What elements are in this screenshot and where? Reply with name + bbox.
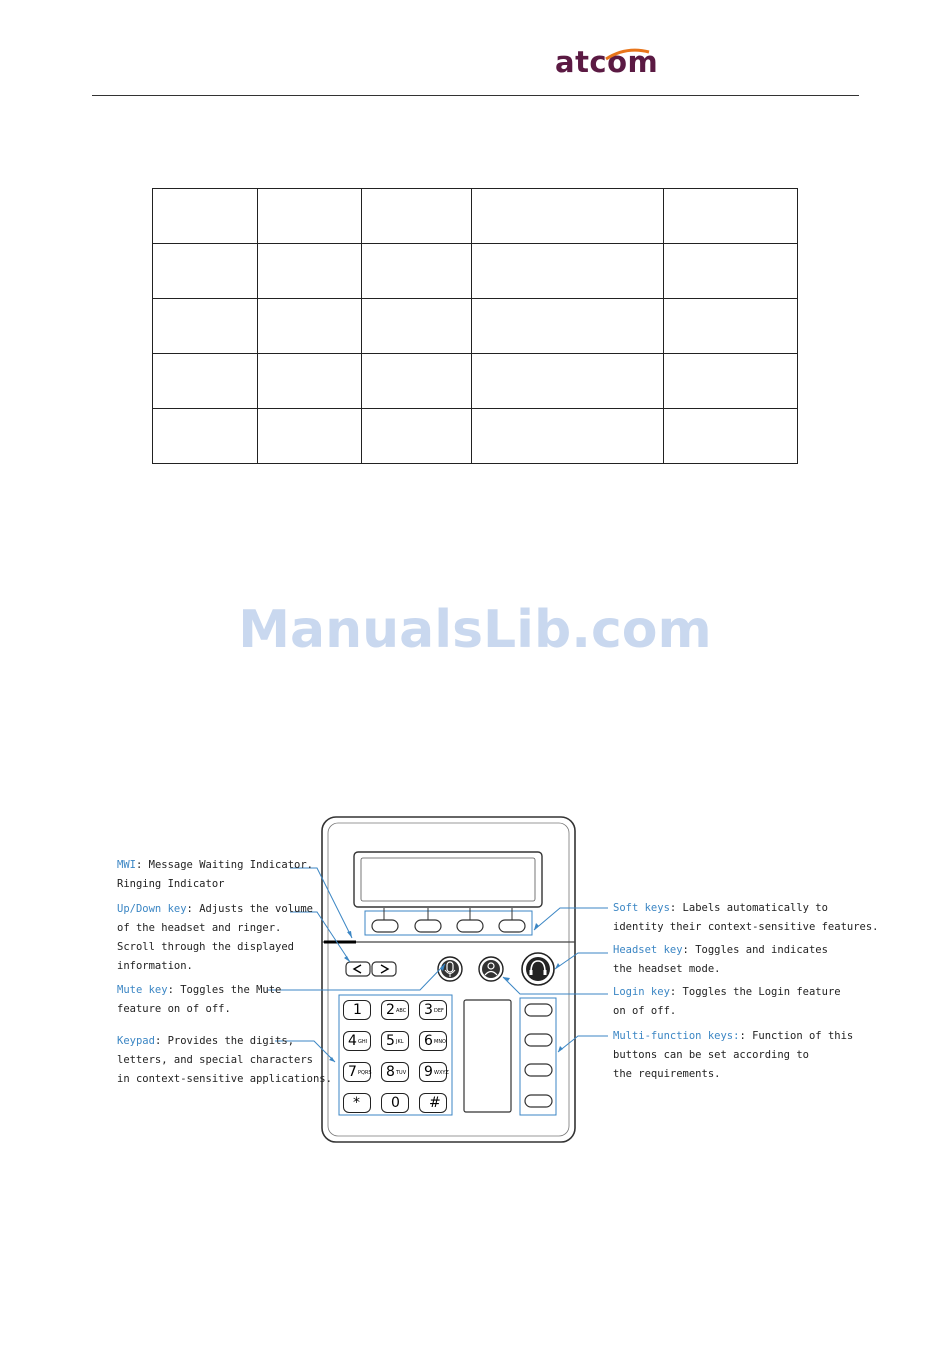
table-cell — [362, 354, 472, 409]
table-cell — [472, 299, 664, 354]
table-cell — [153, 189, 258, 244]
table-cell — [664, 299, 798, 354]
annotation-key: Up/Down key — [117, 903, 187, 915]
table-cell — [362, 189, 472, 244]
keypad-digit: 5 — [386, 1033, 395, 1049]
phone-diagram — [0, 800, 950, 1160]
logo-swoosh-icon — [601, 46, 651, 62]
keypad-letters: JKL — [396, 1039, 404, 1045]
keypad-key-6[interactable] — [419, 1031, 447, 1051]
table-cell — [664, 244, 798, 299]
keypad-letters: GHI — [358, 1039, 368, 1045]
table-cell — [153, 354, 258, 409]
keypad-digit: 4 — [348, 1033, 357, 1049]
keypad-digit: 3 — [424, 1002, 433, 1018]
annotation-key: Multi-function keys: — [613, 1030, 740, 1042]
annotation-key: Headset key — [613, 944, 683, 956]
keypad-key-star[interactable] — [343, 1093, 371, 1113]
keypad-digit: 1 — [353, 1002, 362, 1018]
keypad-digit: 8 — [386, 1064, 395, 1080]
table-cell — [472, 409, 664, 464]
keypad-digit: 6 — [424, 1033, 433, 1049]
annotation-headset-key: Headset key: Toggles and indicates the headset mode. — [613, 944, 828, 975]
keypad-digit: 9 — [424, 1064, 433, 1080]
annotation-key: Login key — [613, 986, 670, 998]
keypad-letters: WXYZ — [434, 1070, 449, 1076]
annotation-mute-key: Mute key: Toggles the Mute feature on of off. — [117, 984, 282, 1015]
keypad-letters: DEF — [434, 1008, 444, 1014]
table-cell — [258, 354, 362, 409]
keypad-digit: # — [429, 1095, 441, 1111]
annotation-key: Keypad — [117, 1035, 155, 1047]
annotation-key: MWI — [117, 859, 136, 871]
table-cell — [153, 299, 258, 354]
table-cell — [664, 189, 798, 244]
spec-table — [152, 188, 798, 464]
keypad-digit: 7 — [348, 1064, 357, 1080]
table-cell — [664, 409, 798, 464]
keypad-key-5[interactable] — [381, 1031, 409, 1051]
table-cell — [472, 244, 664, 299]
keypad-key-2[interactable] — [381, 1000, 409, 1020]
label-panel — [464, 1000, 511, 1112]
keypad-digit: * — [353, 1095, 360, 1111]
table-row — [153, 409, 798, 464]
annotation-mwi: MWI: Message Waiting Indicator. Ringing Indicator — [117, 859, 313, 890]
keypad-letters: ABC — [396, 1008, 407, 1014]
soft-key — [372, 920, 398, 932]
table-cell — [153, 409, 258, 464]
table-cell — [362, 409, 472, 464]
annotation-multi-function-keys: Multi-function keys:: Function of this buttons can be set according to the requirements. — [613, 1030, 854, 1080]
soft-key — [415, 920, 441, 932]
table-cell — [362, 299, 472, 354]
phone-illustration — [0, 800, 950, 1160]
keypad-key-8[interactable] — [381, 1062, 409, 1082]
logo-text: atcom — [555, 45, 659, 79]
soft-key — [499, 920, 525, 932]
table-row — [153, 299, 798, 354]
table-row — [153, 354, 798, 409]
table-cell — [258, 409, 362, 464]
annotation-keypad: Keypad: Provides the digits, letters, and special characters in context-sensitive applications. — [117, 1035, 332, 1085]
header-divider — [92, 95, 859, 96]
keypad-key-7[interactable] — [343, 1062, 371, 1082]
login-key — [479, 957, 503, 981]
annotation-up-down-key: Up/Down key: Adjusts the volume of the headset and ringer. Scroll through the displayed information. — [117, 903, 313, 972]
keypad-digit: 2 — [386, 1002, 395, 1018]
keypad-digit: 0 — [391, 1095, 400, 1111]
keypad-key-hash[interactable] — [419, 1093, 447, 1113]
annotation-key: Soft keys — [613, 902, 670, 914]
table-row — [153, 244, 798, 299]
lcd-display — [354, 852, 542, 907]
table-cell — [258, 189, 362, 244]
headset-key — [522, 953, 554, 985]
table-cell — [472, 354, 664, 409]
soft-key — [457, 920, 483, 932]
table-cell — [472, 189, 664, 244]
table-cell — [362, 244, 472, 299]
keypad-key-1[interactable] — [343, 1000, 371, 1020]
table-cell — [153, 244, 258, 299]
table-cell — [258, 244, 362, 299]
keypad-letters: PQRS — [358, 1070, 372, 1076]
table-cell — [258, 299, 362, 354]
watermark: ManualsLib.com — [238, 600, 712, 660]
keypad-key-0[interactable] — [381, 1093, 409, 1113]
keypad-key-4[interactable] — [343, 1031, 371, 1051]
keypad-letters: MNO — [434, 1039, 446, 1045]
keypad-letters: TUV — [396, 1070, 407, 1076]
table-row — [153, 189, 798, 244]
table-cell — [664, 354, 798, 409]
annotation-soft-keys: Soft keys: Labels automatically to identity their context-sensitive features. — [613, 902, 879, 933]
atcom-logo — [541, 40, 665, 86]
annotation-login-key: Login key: Toggles the Login feature on of off. — [613, 986, 841, 1017]
keypad-key-3[interactable] — [419, 1000, 447, 1020]
annotation-key: Mute key — [117, 984, 168, 996]
keypad-key-9[interactable] — [419, 1062, 447, 1082]
